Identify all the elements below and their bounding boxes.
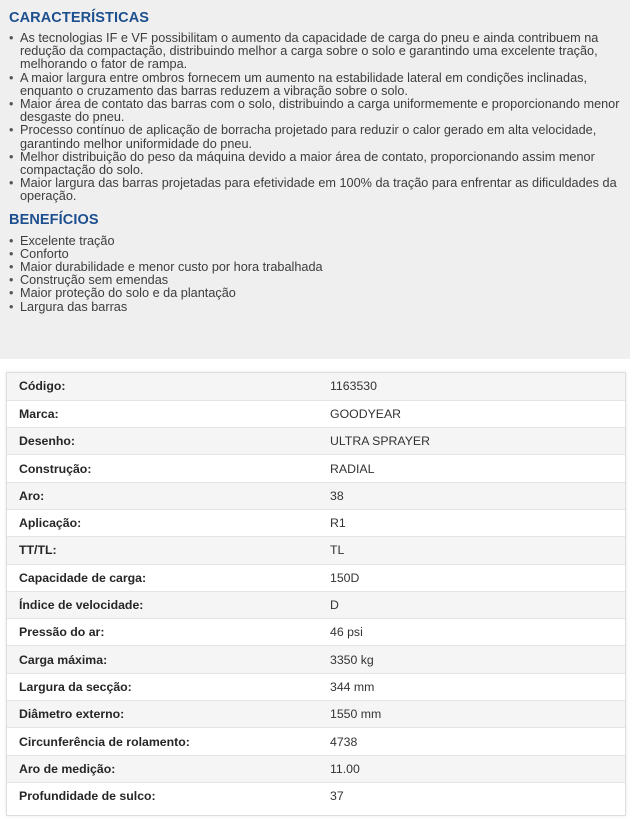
table-row — [7, 455, 625, 482]
spec-value: ULTRA SPRAYER — [317, 428, 625, 455]
spec-label: Profundidade de sulco: — [7, 782, 317, 809]
spec-value: 344 mm — [317, 673, 625, 700]
list-item: • Maior área de contato das barras com o solo, distribuindo a carga uniformemente e proporcionando menor desgaste do pneu. — [8, 98, 622, 124]
table-row — [7, 509, 625, 536]
spec-label: Marca: — [7, 400, 317, 427]
list-item: • Largura das barras — [8, 301, 622, 314]
spec-label: Índice de velocidade: — [7, 591, 317, 618]
caracteristicas-heading: CARACTERÍSTICAS — [9, 10, 150, 26]
specifications-table — [7, 373, 625, 810]
spec-value: 4738 — [317, 728, 625, 755]
product-info-panel — [0, 0, 630, 359]
spec-value: RADIAL — [317, 455, 625, 482]
spec-label: TT/TL: — [7, 537, 317, 564]
list-item: • Conforto — [8, 248, 622, 261]
table-row — [7, 482, 625, 509]
table-row — [7, 619, 625, 646]
spec-value: 38 — [317, 482, 625, 509]
spec-value: R1 — [317, 509, 625, 536]
spec-label: Carga máxima: — [7, 646, 317, 673]
spec-label: Aro de medição: — [7, 755, 317, 782]
table-row — [7, 373, 625, 400]
table-row — [7, 564, 625, 591]
spec-label: Código: — [7, 373, 317, 400]
list-item: • Construção sem emendas — [8, 274, 622, 287]
list-item: • As tecnologias IF e VF possibilitam o aumento da capacidade de carga do pneu e ainda contribuem na redução da compactação, distribuindo melhor a carga sobre o solo e garantindo uma excelente tração, melhorando o fator de rampa. — [8, 32, 622, 72]
spec-label: Desenho: — [7, 428, 317, 455]
spec-value: TL — [317, 537, 625, 564]
spec-value: 37 — [317, 782, 625, 809]
table-row — [7, 701, 625, 728]
list-item: • Melhor distribuição do peso da máquina devido a maior área de contato, proporcionando assim menor compactação do solo. — [8, 151, 622, 177]
spec-value: 1163530 — [317, 373, 625, 400]
spec-value: 1550 mm — [317, 701, 625, 728]
spec-label: Diâmetro externo: — [7, 701, 317, 728]
list-item: • Maior durabilidade e menor custo por hora trabalhada — [8, 261, 622, 274]
beneficios-list — [8, 235, 622, 314]
list-item: • Excelente tração — [8, 235, 622, 248]
spec-label: Aro: — [7, 482, 317, 509]
specifications-table-container — [6, 372, 626, 816]
table-row — [7, 782, 625, 809]
list-item: • Processo contínuo de aplicação de borracha projetado para reduzir o calor gerado em alta velocidade, garantindo melhor uniformidade do pneu. — [8, 124, 622, 150]
spec-label: Capacidade de carga: — [7, 564, 317, 591]
spec-value: 46 psi — [317, 619, 625, 646]
table-row — [7, 428, 625, 455]
spec-label: Pressão do ar: — [7, 619, 317, 646]
spec-value: 11.00 — [317, 755, 625, 782]
table-row — [7, 728, 625, 755]
table-row — [7, 591, 625, 618]
list-item: • Maior proteção do solo e da plantação — [8, 287, 622, 300]
spec-label: Largura da secção: — [7, 673, 317, 700]
table-row — [7, 646, 625, 673]
table-row — [7, 673, 625, 700]
caracteristicas-list — [8, 32, 622, 204]
spec-value: 3350 kg — [317, 646, 625, 673]
list-item: • A maior largura entre ombros fornecem um aumento na estabilidade lateral em condições inclinadas, enquanto o cruzamento das barras reduzem a vibração sobre o solo. — [8, 72, 622, 98]
table-row — [7, 755, 625, 782]
spec-value: D — [317, 591, 625, 618]
spec-label: Construção: — [7, 455, 317, 482]
spec-label: Aplicação: — [7, 509, 317, 536]
table-row — [7, 400, 625, 427]
spec-value: GOODYEAR — [317, 400, 625, 427]
spec-label: Circunferência de rolamento: — [7, 728, 317, 755]
beneficios-heading: BENEFÍCIOS — [9, 211, 99, 228]
table-row — [7, 537, 625, 564]
list-item: • Maior largura das barras projetadas para efetividade em 100% da tração para enfrentar as dificuldades da operação. — [8, 177, 622, 203]
spec-value: 150D — [317, 564, 625, 591]
